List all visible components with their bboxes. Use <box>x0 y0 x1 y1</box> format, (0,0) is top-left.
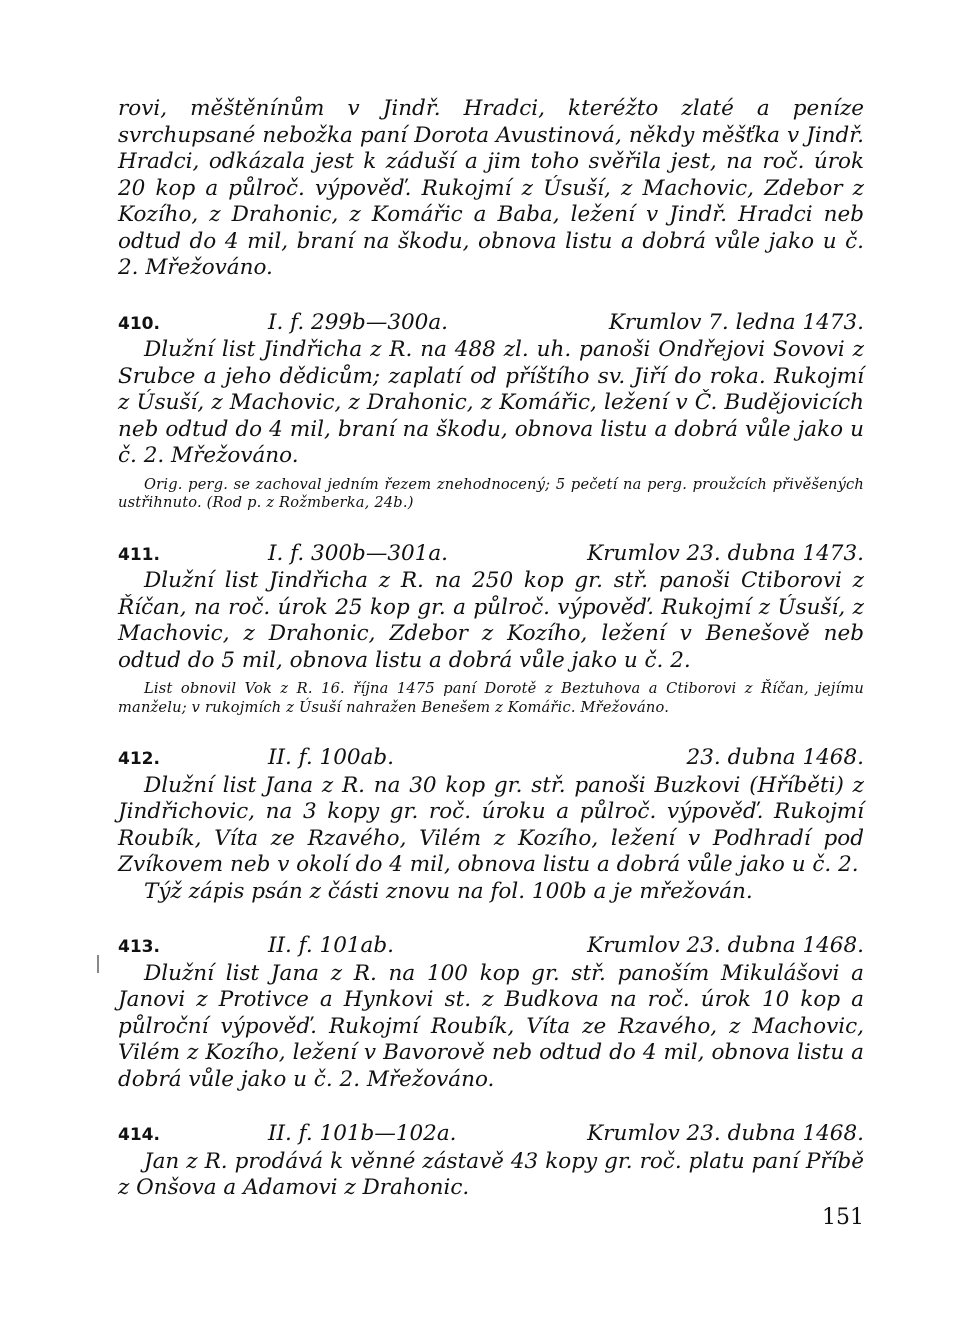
entry-number: 410. <box>118 313 160 334</box>
entry-411 <box>118 541 864 718</box>
entry-number: 414. <box>118 1125 160 1146</box>
entry-number: 412. <box>118 749 160 770</box>
entry-text-secondary: Týž zápis psán z části znovu na fol. 100b a je mřežován. <box>144 878 753 904</box>
entry-text: Dlužní list Jindřicha z R. na 488 zl. uh. panoši Ondřejovi Sovovi z Srubce a jeho dědicům; zaplatí od příštího sv. Jiří do roka. Rukojmí z Úsuší, z Machovic, z Drahonic, z Komářic, ležení v Č. Budějovicích neb odtud do 4 mil, braní na škodu, obnova listu a dobrá vůle jako u č. 2. Mřežováno. <box>118 337 864 468</box>
entry-folio: II. f. 101ab. <box>268 933 394 959</box>
entry-number: 411. <box>118 544 160 565</box>
entry-text: Jan z R. prodává k věnné zástavě 43 kopy gr. roč. platu paní Příbě z Onšova a Adamovi z Drahonic. <box>118 1148 864 1201</box>
intro-paragraph: rovi, měštěnínům v Jindř. Hradci, kteréžto zlaté a peníze svrchupsané nebožka paní Dorota Avustinová, někdy měšťka v Jindř. Hradci, odkázala jest k záduší a jim toho svěřila jest, na roč. úrok 20 kop a půlroč. výpověď. Rukojmí z Úsuší, z Machovic, Zdebor z Kozího, z Drahonic, z Komářic a Baba, ležení v Jindř. Hradci neb odtud do 4 mil, braní na škodu, obnova listu a dobrá vůle jako u č. 2. Mřežováno. <box>118 96 864 280</box>
entry-note: Orig. perg. se zachoval jedním řezem znehodnocený; 5 pečetí na perg. proužcích přivěšených ustřihnuto. (Rod p. z Rožmberka, 24b.) <box>118 475 864 512</box>
entry-heading <box>118 933 864 961</box>
entry-heading <box>118 541 864 569</box>
entry-413 <box>118 933 864 1093</box>
entry-heading <box>118 310 864 338</box>
entry-number: 413. <box>118 937 160 958</box>
entry-414 <box>118 1121 864 1202</box>
document-page <box>118 96 864 1202</box>
entry-folio: I. f. 299b—300a. <box>268 309 449 335</box>
entry-date: Krumlov 7. ledna 1473. <box>608 309 864 335</box>
entry-folio: II. f. 100ab. <box>268 745 394 771</box>
entry-text: Dlužní list Jindřicha z R. na 250 kop gr. stř. panoši Ctiborovi z Říčan, na roč. úrok 25 kop gr. a půlroč. výpověď. Rukojmí z Úsuší, z Machovic, z Drahonic, Zdebor z Kozího, ležení v Benešově neb odtud do 5 mil, obnova listu a dobrá vůle jako u č. 2. <box>118 568 864 673</box>
entry-heading <box>118 1121 864 1149</box>
margin-mark <box>97 955 99 973</box>
entry-date: 23. dubna 1468. <box>686 745 864 771</box>
entry-folio: II. f. 101b—102a. <box>268 1121 457 1147</box>
entry-date: Krumlov 23. dubna 1468. <box>587 1121 864 1147</box>
entry-text: Dlužní list Jana z R. na 100 kop gr. stř. panoším Mikulášovi a Janovi z Protivce a Hynkovi st. z Budkova na roč. úrok 10 kop a půlroční výpověď. Rukojmí Roubík, Víta ze Rzavého, z Machovic, Vilém z Kozího, ležení v Bavorově neb odtud do 4 mil, obnova listu a dobrá vůle jako u č. 2. Mřežováno. <box>118 960 864 1092</box>
entry-folio: I. f. 300b—301a. <box>268 540 449 566</box>
entry-date: Krumlov 23. dubna 1468. <box>587 933 864 959</box>
entry-heading <box>118 745 864 773</box>
page-number: 151 <box>822 1205 864 1230</box>
entry-410 <box>118 310 864 513</box>
entry-text: Dlužní list Jana z R. na 30 kop gr. stř. panoši Buzkovi (Hříběti) z Jindřichovic, na 3 kopy gr. roč. úroku a půlroč. výpověď. Rukojmí Roubík, Víta ze Rzavého, Vilém z Kozího, ležení v Podhradí pod Zvíkovem neb v okolí do 4 mil, obnova listu a dobrá vůle jako u č. 2. <box>118 772 864 878</box>
entry-note: List obnovil Vok z R. 16. října 1475 paní Dorotě z Beztuhova a Ctiborovi z Říčan, jejímu manželu; v rukojmích z Úsuší nahražen Benešem z Komářic. Mřežováno. <box>118 680 864 716</box>
entry-412 <box>118 745 864 905</box>
entry-date: Krumlov 23. dubna 1473. <box>587 540 864 566</box>
